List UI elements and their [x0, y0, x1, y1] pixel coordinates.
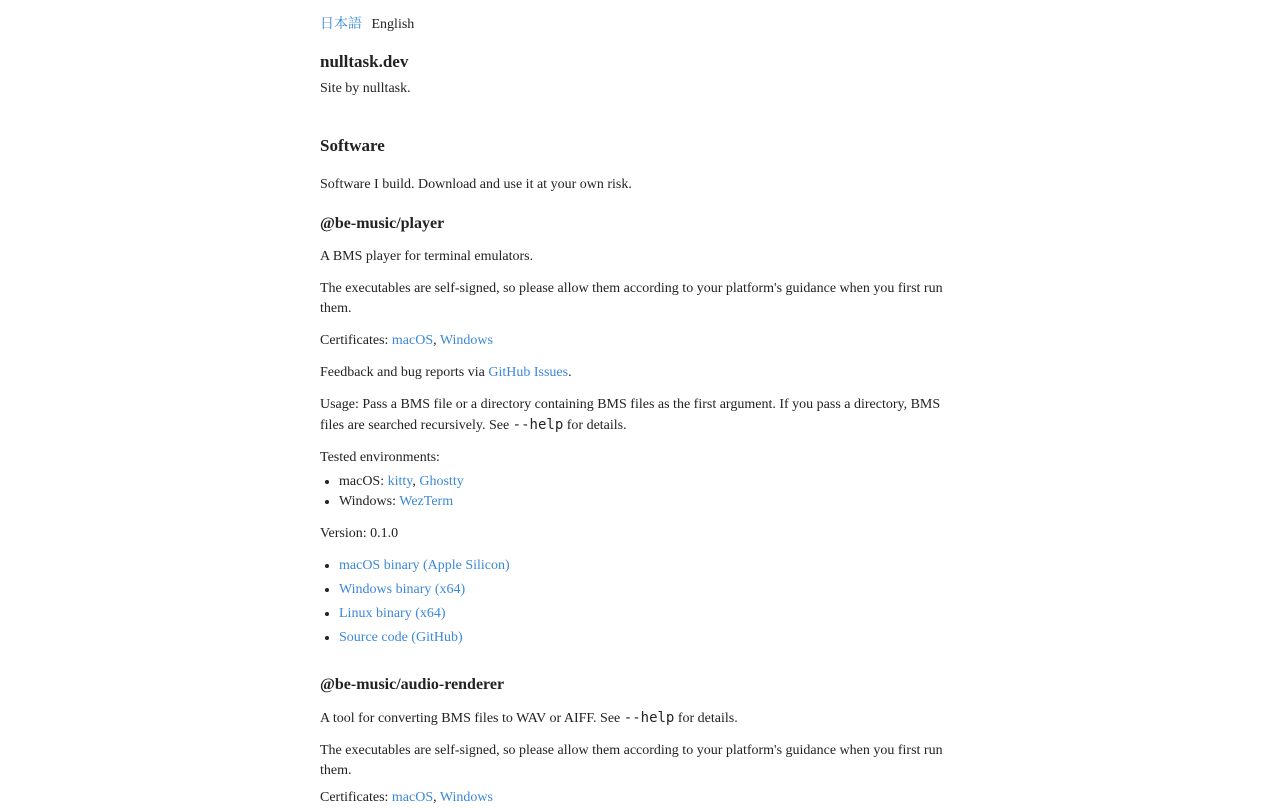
- lang-current-english: English: [371, 17, 415, 32]
- github-issues-link[interactable]: GitHub Issues: [488, 365, 569, 380]
- software-heading: Software: [320, 136, 385, 155]
- source-code-link[interactable]: Source code (GitHub): [339, 630, 463, 645]
- tested-environments-list: [320, 472, 464, 512]
- download-linux-binary-link[interactable]: Linux binary (x64): [339, 606, 446, 621]
- download-windows-binary-link[interactable]: Windows binary (x64): [339, 582, 466, 597]
- help-flag-code: --help: [623, 710, 675, 726]
- list-item: [339, 492, 464, 512]
- comma: ,: [412, 474, 416, 489]
- player-certificates: [320, 331, 960, 351]
- list-item: [339, 578, 510, 602]
- env-windows-label: Windows:: [339, 494, 396, 509]
- env-macos-label: macOS:: [339, 474, 385, 489]
- renderer-title: @be-music/audio-renderer: [320, 676, 505, 693]
- tested-environments-label: Tested environments:: [320, 450, 440, 465]
- period: .: [568, 365, 572, 380]
- player-usage: [320, 395, 960, 436]
- list-item: [339, 554, 510, 578]
- certificates-label: Certificates:: [320, 790, 389, 805]
- list-item: [339, 472, 464, 492]
- lang-link-japanese[interactable]: 日本語: [320, 17, 362, 32]
- certificates-label: Certificates:: [320, 333, 389, 348]
- renderer-desc-suffix: for details.: [677, 711, 738, 726]
- site-subtitle: Site by nulltask.: [320, 81, 411, 96]
- usage-suffix: for details.: [566, 418, 627, 433]
- renderer-description: [320, 708, 960, 729]
- kitty-link[interactable]: kitty: [387, 474, 413, 489]
- ghostty-link[interactable]: Ghostty: [419, 474, 464, 489]
- help-flag-code: --help: [512, 417, 564, 433]
- list-item: [339, 626, 510, 650]
- player-downloads-list: [320, 554, 510, 650]
- player-version: Version: 0.1.0: [320, 526, 399, 541]
- player-feedback: [320, 363, 960, 383]
- player-title: @be-music/player: [320, 215, 445, 232]
- download-macos-binary-link[interactable]: macOS binary (Apple Silicon): [339, 558, 510, 573]
- player-description: A BMS player for terminal emulators.: [320, 249, 534, 264]
- wezterm-link[interactable]: WezTerm: [399, 494, 454, 509]
- list-item: [339, 602, 510, 626]
- cert-windows-link[interactable]: Windows: [439, 333, 493, 348]
- feedback-text: Feedback and bug reports via: [320, 365, 485, 380]
- language-switcher: [320, 15, 414, 35]
- software-intro: Software I build. Download and use it at your own risk.: [320, 177, 632, 192]
- cert-macos-link[interactable]: macOS: [391, 333, 434, 348]
- renderer-certificates: [320, 788, 960, 808]
- cert-macos-link[interactable]: macOS: [391, 790, 434, 805]
- renderer-self-signed-note: The executables are self-signed, so please allow them according to your platform's guidance when you first run them.: [320, 743, 943, 778]
- comma: ,: [433, 790, 437, 805]
- comma: ,: [433, 333, 437, 348]
- renderer-desc-text: A tool for converting BMS files to WAV or AIFF. See: [320, 711, 621, 726]
- site-title: nulltask.dev: [320, 52, 409, 71]
- player-self-signed-note: The executables are self-signed, so please allow them according to your platform's guidance when you first run them.: [320, 281, 943, 316]
- cert-windows-link[interactable]: Windows: [439, 790, 493, 805]
- usage-text: Usage: Pass a BMS file or a directory containing BMS files as the first argument. If you pass a directory, BMS files are searched recursively. See: [320, 397, 941, 433]
